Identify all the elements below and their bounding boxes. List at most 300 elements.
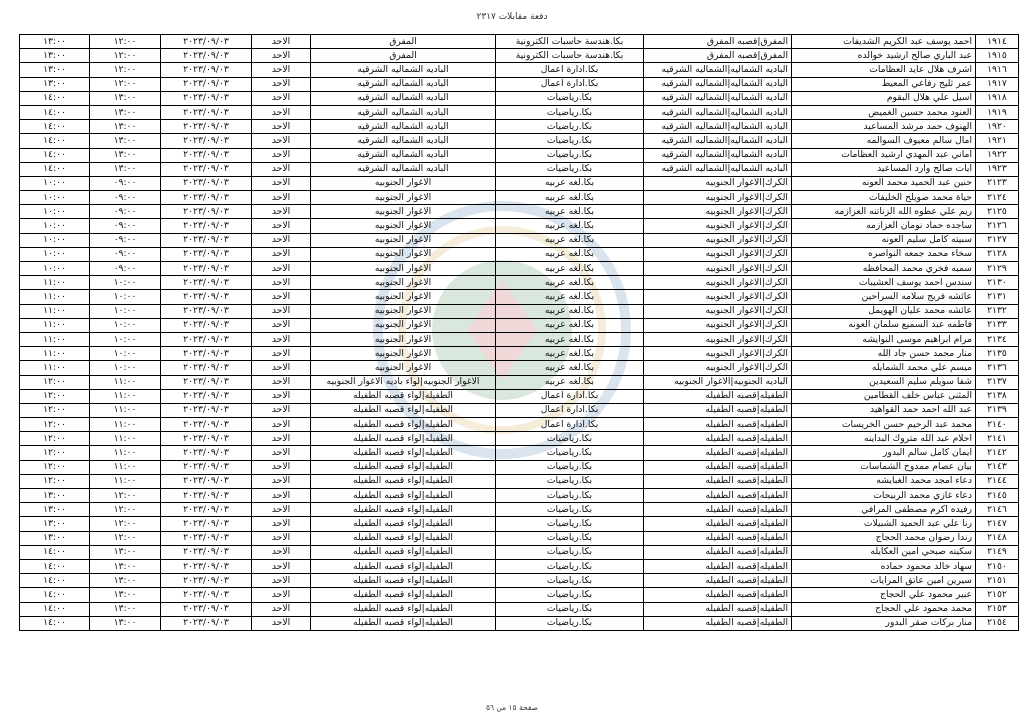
start-time-cell: ١٣:٠٠ bbox=[90, 105, 161, 119]
name-cell: اسيل علي هلال البقوم bbox=[792, 91, 976, 105]
table-row bbox=[20, 233, 1019, 247]
date-cell: ٢٠٢٣/٠٩/٠٣ bbox=[161, 375, 252, 389]
table-row bbox=[20, 517, 1019, 531]
date-cell: ٢٠٢٣/٠٩/٠٣ bbox=[161, 460, 252, 474]
name-cell: رنا علي عبد الحميد الشبيلات bbox=[792, 517, 976, 531]
start-time-cell: ١١:٠٠ bbox=[90, 375, 161, 389]
location-cell: الباديه الشماليه الشرقيه bbox=[311, 105, 496, 119]
location-cell: الطفيله|لواء قصبه الطفيله bbox=[311, 531, 496, 545]
location-cell: الطفيله|لواء قصبه الطفيله bbox=[311, 403, 496, 417]
end-time-cell: ١٤:٠٠ bbox=[20, 616, 90, 630]
table-row bbox=[20, 290, 1019, 304]
day-cell: الاحد bbox=[252, 134, 311, 148]
directorate-cell: الطفيله|قصبه الطفيله bbox=[644, 432, 792, 446]
start-time-cell: ١١:٠٠ bbox=[90, 432, 161, 446]
specialization-cell: بكا.لغه عربيه bbox=[496, 276, 644, 290]
day-cell: الاحد bbox=[252, 304, 311, 318]
start-time-cell: ١٢:٠٠ bbox=[90, 77, 161, 91]
end-time-cell: ١٣:٠٠ bbox=[20, 49, 90, 63]
location-cell: الاغوار الجنوبيه bbox=[311, 347, 496, 361]
serial-number-cell: ٢١٤٠ bbox=[976, 418, 1019, 432]
serial-number-cell: ١٩٢٢ bbox=[976, 148, 1019, 162]
day-cell: الاحد bbox=[252, 63, 311, 77]
day-cell: الاحد bbox=[252, 389, 311, 403]
date-cell: ٢٠٢٣/٠٩/٠٣ bbox=[161, 247, 252, 261]
start-time-cell: ١٠:٠٠ bbox=[90, 276, 161, 290]
start-time-cell: ٠٩:٠٠ bbox=[90, 205, 161, 219]
serial-number-cell: ٢١٥١ bbox=[976, 574, 1019, 588]
location-cell: الاغوار الجنوبيه bbox=[311, 262, 496, 276]
specialization-cell: بكا.رياضيات bbox=[496, 602, 644, 616]
date-cell: ٢٠٢٣/٠٩/٠٣ bbox=[161, 262, 252, 276]
directorate-cell: الطفيله|قصبه الطفيله bbox=[644, 460, 792, 474]
specialization-cell: بكا.رياضيات bbox=[496, 503, 644, 517]
table-row bbox=[20, 332, 1019, 346]
specialization-cell: بكا.لغه عربيه bbox=[496, 191, 644, 205]
day-cell: الاحد bbox=[252, 517, 311, 531]
name-cell: عائشه محمد عليان الهويمل bbox=[792, 304, 976, 318]
serial-number-cell: ١٩١٦ bbox=[976, 63, 1019, 77]
day-cell: الاحد bbox=[252, 531, 311, 545]
location-cell: الباديه الشماليه الشرقيه bbox=[311, 77, 496, 91]
location-cell: الاغوار الجنوبيه bbox=[311, 191, 496, 205]
table-row bbox=[20, 531, 1019, 545]
name-cell: ميسم علي محمد الشمايله bbox=[792, 361, 976, 375]
serial-number-cell: ٢١٣٨ bbox=[976, 389, 1019, 403]
date-cell: ٢٠٢٣/٠٩/٠٣ bbox=[161, 176, 252, 190]
day-cell: الاحد bbox=[252, 460, 311, 474]
name-cell: ايمان كامل سالم البدور bbox=[792, 446, 976, 460]
table-row bbox=[20, 176, 1019, 190]
name-cell: فاطمه عبد السميع سلمان العونه bbox=[792, 318, 976, 332]
day-cell: الاحد bbox=[252, 176, 311, 190]
location-cell: الطفيله|لواء قصبه الطفيله bbox=[311, 432, 496, 446]
directorate-cell: الكرك|الاغوار الجنوبيه bbox=[644, 290, 792, 304]
day-cell: الاحد bbox=[252, 262, 311, 276]
serial-number-cell: ٢١٣٩ bbox=[976, 403, 1019, 417]
date-cell: ٢٠٢٣/٠٩/٠٣ bbox=[161, 616, 252, 630]
table-row bbox=[20, 574, 1019, 588]
specialization-cell: بكا.لغه عربيه bbox=[496, 247, 644, 261]
name-cell: عبد الله احمد حمد القواهيد bbox=[792, 403, 976, 417]
date-cell: ٢٠٢٣/٠٩/٠٣ bbox=[161, 517, 252, 531]
serial-number-cell: ٢١٥٢ bbox=[976, 588, 1019, 602]
location-cell: الباديه الشماليه الشرقيه bbox=[311, 120, 496, 134]
date-cell: ٢٠٢٣/٠٩/٠٣ bbox=[161, 432, 252, 446]
end-time-cell: ١٤:٠٠ bbox=[20, 120, 90, 134]
date-cell: ٢٠٢٣/٠٩/٠٣ bbox=[161, 403, 252, 417]
date-cell: ٢٠٢٣/٠٩/٠٣ bbox=[161, 233, 252, 247]
end-time-cell: ١٤:٠٠ bbox=[20, 134, 90, 148]
start-time-cell: ١٠:٠٠ bbox=[90, 318, 161, 332]
table-row bbox=[20, 347, 1019, 361]
table-row bbox=[20, 588, 1019, 602]
name-cell: سهاد خالد محمود حماده bbox=[792, 559, 976, 573]
location-cell: الطفيله|لواء قصبه الطفيله bbox=[311, 389, 496, 403]
serial-number-cell: ٢١٢٩ bbox=[976, 262, 1019, 276]
start-time-cell: ١١:٠٠ bbox=[90, 474, 161, 488]
specialization-cell: بكا.رياضيات bbox=[496, 120, 644, 134]
directorate-cell: الكرك|الاغوار الجنوبيه bbox=[644, 332, 792, 346]
serial-number-cell: ٢١٤٣ bbox=[976, 460, 1019, 474]
table-row bbox=[20, 134, 1019, 148]
name-cell: احمد يوسف عبد الكريم الشديفات bbox=[792, 35, 976, 49]
directorate-cell: الكرك|الاغوار الجنوبيه bbox=[644, 276, 792, 290]
end-time-cell: ١٤:٠٠ bbox=[20, 148, 90, 162]
end-time-cell: ١١:٠٠ bbox=[20, 332, 90, 346]
end-time-cell: ١٤:٠٠ bbox=[20, 574, 90, 588]
start-time-cell: ١٣:٠٠ bbox=[90, 134, 161, 148]
end-time-cell: ١٠:٠٠ bbox=[20, 176, 90, 190]
day-cell: الاحد bbox=[252, 474, 311, 488]
end-time-cell: ١٢:٠٠ bbox=[20, 446, 90, 460]
name-cell: اماني عبد المهدي ارشيد العظامات bbox=[792, 148, 976, 162]
day-cell: الاحد bbox=[252, 105, 311, 119]
specialization-cell: بكا.هندسة حاسبات الكترونية bbox=[496, 49, 644, 63]
serial-number-cell: ١٩١٥ bbox=[976, 49, 1019, 63]
location-cell: الاغوار الجنوبيه bbox=[311, 219, 496, 233]
day-cell: الاحد bbox=[252, 162, 311, 176]
date-cell: ٢٠٢٣/٠٩/٠٣ bbox=[161, 63, 252, 77]
end-time-cell: ١١:٠٠ bbox=[20, 304, 90, 318]
date-cell: ٢٠٢٣/٠٩/٠٣ bbox=[161, 134, 252, 148]
directorate-cell: الطفيله|قصبه الطفيله bbox=[644, 446, 792, 460]
date-cell: ٢٠٢٣/٠٩/٠٣ bbox=[161, 418, 252, 432]
start-time-cell: ١١:٠٠ bbox=[90, 403, 161, 417]
start-time-cell: ١٠:٠٠ bbox=[90, 304, 161, 318]
date-cell: ٢٠٢٣/٠٩/٠٣ bbox=[161, 276, 252, 290]
day-cell: الاحد bbox=[252, 91, 311, 105]
directorate-cell: الكرك|الاغوار الجنوبيه bbox=[644, 304, 792, 318]
directorate-cell: الكرك|الاغوار الجنوبيه bbox=[644, 347, 792, 361]
serial-number-cell: ١٩٢٣ bbox=[976, 162, 1019, 176]
name-cell: سكينه صبحي امين العكايله bbox=[792, 545, 976, 559]
table-row bbox=[20, 559, 1019, 573]
end-time-cell: ١٢:٠٠ bbox=[20, 460, 90, 474]
end-time-cell: ١٣:٠٠ bbox=[20, 63, 90, 77]
directorate-cell: الكرك|الاغوار الجنوبيه bbox=[644, 205, 792, 219]
name-cell: احلام عبد الله متروك البداينه bbox=[792, 432, 976, 446]
table-row bbox=[20, 247, 1019, 261]
start-time-cell: ١١:٠٠ bbox=[90, 460, 161, 474]
serial-number-cell: ٢١٤٨ bbox=[976, 531, 1019, 545]
table-row bbox=[20, 49, 1019, 63]
directorate-cell: الكرك|الاغوار الجنوبيه bbox=[644, 233, 792, 247]
directorate-cell: الطفيله|قصبه الطفيله bbox=[644, 489, 792, 503]
table-row bbox=[20, 105, 1019, 119]
specialization-cell: بكا.رياضيات bbox=[496, 134, 644, 148]
date-cell: ٢٠٢٣/٠٩/٠٣ bbox=[161, 588, 252, 602]
location-cell: الطفيله|لواء قصبه الطفيله bbox=[311, 474, 496, 488]
specialization-cell: بكا.رياضيات bbox=[496, 474, 644, 488]
name-cell: محمد عبد الرحيم حسن الخريسات bbox=[792, 418, 976, 432]
name-cell: عمر ثليج رفاعي المعيط bbox=[792, 77, 976, 91]
date-cell: ٢٠٢٣/٠٩/٠٣ bbox=[161, 503, 252, 517]
specialization-cell: بكا.لغه عربيه bbox=[496, 219, 644, 233]
table-row bbox=[20, 403, 1019, 417]
date-cell: ٢٠٢٣/٠٩/٠٣ bbox=[161, 531, 252, 545]
directorate-cell: المفرق|قصبه المفرق bbox=[644, 35, 792, 49]
location-cell: الاغوار الجنوبيه bbox=[311, 233, 496, 247]
name-cell: الهنوف حمد مرشد المساعيد bbox=[792, 120, 976, 134]
day-cell: الاحد bbox=[252, 574, 311, 588]
serial-number-cell: ٢١٢٤ bbox=[976, 191, 1019, 205]
start-time-cell: ١٣:٠٠ bbox=[90, 120, 161, 134]
serial-number-cell: ٢١٤٧ bbox=[976, 517, 1019, 531]
end-time-cell: ١٢:٠٠ bbox=[20, 432, 90, 446]
start-time-cell: ١٣:٠٠ bbox=[90, 148, 161, 162]
specialization-cell: بكا.هندسة حاسبات الكترونية bbox=[496, 35, 644, 49]
location-cell: الطفيله|لواء قصبه الطفيله bbox=[311, 545, 496, 559]
directorate-cell: الطفيله|قصبه الطفيله bbox=[644, 574, 792, 588]
directorate-cell: الباديه الشماليه|الشماليه الشرقيه bbox=[644, 162, 792, 176]
directorate-cell: الكرك|الاغوار الجنوبيه bbox=[644, 219, 792, 233]
specialization-cell: بكا.رياضيات bbox=[496, 446, 644, 460]
directorate-cell: الطفيله|قصبه الطفيله bbox=[644, 559, 792, 573]
serial-number-cell: ٢١٢٨ bbox=[976, 247, 1019, 261]
serial-number-cell: ٢١٤٩ bbox=[976, 545, 1019, 559]
location-cell: الطفيله|لواء قصبه الطفيله bbox=[311, 574, 496, 588]
directorate-cell: الباديه الشماليه|الشماليه الشرقيه bbox=[644, 105, 792, 119]
day-cell: الاحد bbox=[252, 545, 311, 559]
specialization-cell: بكا.رياضيات bbox=[496, 91, 644, 105]
serial-number-cell: ٢١٣٦ bbox=[976, 361, 1019, 375]
directorate-cell: الطفيله|قصبه الطفيله bbox=[644, 616, 792, 630]
specialization-cell: بكا.ادارة اعمال bbox=[496, 403, 644, 417]
day-cell: الاحد bbox=[252, 347, 311, 361]
directorate-cell: المفرق|قصبه المفرق bbox=[644, 49, 792, 63]
start-time-cell: ١٢:٠٠ bbox=[90, 35, 161, 49]
page-footer: صفحة ١٥ من ٥٦ bbox=[485, 703, 539, 712]
name-cell: رفيده اكرم مصطفى المرافي bbox=[792, 503, 976, 517]
name-cell: ساجده حماد نومان العزازمه bbox=[792, 219, 976, 233]
location-cell: الاغوار الجنوبيه bbox=[311, 290, 496, 304]
start-time-cell: ٠٩:٠٠ bbox=[90, 262, 161, 276]
location-cell: الاغوار الجنوبيه bbox=[311, 176, 496, 190]
directorate-cell: الكرك|الاغوار الجنوبيه bbox=[644, 318, 792, 332]
date-cell: ٢٠٢٣/٠٩/٠٣ bbox=[161, 318, 252, 332]
serial-number-cell: ٢١٣٢ bbox=[976, 304, 1019, 318]
directorate-cell: الكرك|الاغوار الجنوبيه bbox=[644, 247, 792, 261]
table-row bbox=[20, 616, 1019, 630]
table-row bbox=[20, 375, 1019, 389]
end-time-cell: ١٠:٠٠ bbox=[20, 233, 90, 247]
specialization-cell: بكا.رياضيات bbox=[496, 432, 644, 446]
directorate-cell: الكرك|الاغوار الجنوبيه bbox=[644, 262, 792, 276]
name-cell: ايات صالح وارد المساعيد bbox=[792, 162, 976, 176]
interviews-table bbox=[19, 34, 1019, 631]
directorate-cell: الطفيله|قصبه الطفيله bbox=[644, 517, 792, 531]
serial-number-cell: ٢١٢٣ bbox=[976, 176, 1019, 190]
name-cell: مرام ابراهيم موسى النوايشه bbox=[792, 332, 976, 346]
specialization-cell: بكا.رياضيات bbox=[496, 162, 644, 176]
directorate-cell: الطفيله|قصبه الطفيله bbox=[644, 418, 792, 432]
specialization-cell: بكا.لغه عربيه bbox=[496, 233, 644, 247]
day-cell: الاحد bbox=[252, 432, 311, 446]
start-time-cell: ١١:٠٠ bbox=[90, 389, 161, 403]
end-time-cell: ١٤:٠٠ bbox=[20, 91, 90, 105]
end-time-cell: ١٤:٠٠ bbox=[20, 588, 90, 602]
start-time-cell: ٠٩:٠٠ bbox=[90, 247, 161, 261]
table-row bbox=[20, 91, 1019, 105]
start-time-cell: ١١:٠٠ bbox=[90, 446, 161, 460]
day-cell: الاحد bbox=[252, 616, 311, 630]
serial-number-cell: ١٩١٤ bbox=[976, 35, 1019, 49]
day-cell: الاحد bbox=[252, 403, 311, 417]
serial-number-cell: ٢١٥٤ bbox=[976, 616, 1019, 630]
end-time-cell: ١٠:٠٠ bbox=[20, 191, 90, 205]
start-time-cell: ٠٩:٠٠ bbox=[90, 176, 161, 190]
date-cell: ٢٠٢٣/٠٩/٠٣ bbox=[161, 559, 252, 573]
serial-number-cell: ٢١٢٥ bbox=[976, 205, 1019, 219]
day-cell: الاحد bbox=[252, 290, 311, 304]
specialization-cell: بكا.رياضيات bbox=[496, 148, 644, 162]
page-title: دفعة مقابلات ٢٣١٧ bbox=[476, 12, 548, 22]
serial-number-cell: ١٩٢٠ bbox=[976, 120, 1019, 134]
end-time-cell: ١٣:٠٠ bbox=[20, 77, 90, 91]
date-cell: ٢٠٢٣/٠٩/٠٣ bbox=[161, 191, 252, 205]
specialization-cell: بكا.لغه عربيه bbox=[496, 290, 644, 304]
specialization-cell: بكا.رياضيات bbox=[496, 545, 644, 559]
table-row bbox=[20, 460, 1019, 474]
end-time-cell: ١٠:٠٠ bbox=[20, 219, 90, 233]
table-row bbox=[20, 191, 1019, 205]
start-time-cell: ١٣:٠٠ bbox=[90, 559, 161, 573]
table-row bbox=[20, 148, 1019, 162]
end-time-cell: ١٢:٠٠ bbox=[20, 389, 90, 403]
table-body bbox=[20, 35, 1019, 631]
date-cell: ٢٠٢٣/٠٩/٠٣ bbox=[161, 304, 252, 318]
start-time-cell: ٠٩:٠٠ bbox=[90, 191, 161, 205]
directorate-cell: الطفيله|قصبه الطفيله bbox=[644, 389, 792, 403]
end-time-cell: ١١:٠٠ bbox=[20, 361, 90, 375]
day-cell: الاحد bbox=[252, 446, 311, 460]
name-cell: رندا رضوان محمد الحجاج bbox=[792, 531, 976, 545]
directorate-cell: الكرك|الاغوار الجنوبيه bbox=[644, 176, 792, 190]
end-time-cell: ١٣:٠٠ bbox=[20, 517, 90, 531]
name-cell: عبير محمود علي الحجاج bbox=[792, 588, 976, 602]
location-cell: الباديه الشماليه الشرقيه bbox=[311, 63, 496, 77]
table-row bbox=[20, 120, 1019, 134]
table-row bbox=[20, 432, 1019, 446]
date-cell: ٢٠٢٣/٠٩/٠٣ bbox=[161, 389, 252, 403]
day-cell: الاحد bbox=[252, 503, 311, 517]
date-cell: ٢٠٢٣/٠٩/٠٣ bbox=[161, 120, 252, 134]
location-cell: الباديه الشماليه الشرقيه bbox=[311, 162, 496, 176]
start-time-cell: ١٢:٠٠ bbox=[90, 489, 161, 503]
location-cell: الاغوار الجنوبيه bbox=[311, 318, 496, 332]
location-cell: الطفيله|لواء قصبه الطفيله bbox=[311, 503, 496, 517]
day-cell: الاحد bbox=[252, 602, 311, 616]
name-cell: سبيته كامل سليم العونه bbox=[792, 233, 976, 247]
date-cell: ٢٠٢٣/٠٩/٠٣ bbox=[161, 332, 252, 346]
serial-number-cell: ٢١٣٥ bbox=[976, 347, 1019, 361]
name-cell: محمد محمود علي الحجاج bbox=[792, 602, 976, 616]
day-cell: الاحد bbox=[252, 588, 311, 602]
specialization-cell: بكا.رياضيات bbox=[496, 460, 644, 474]
serial-number-cell: ٢١٤١ bbox=[976, 432, 1019, 446]
table-row bbox=[20, 304, 1019, 318]
serial-number-cell: ٢١٢٦ bbox=[976, 219, 1019, 233]
location-cell: الطفيله|لواء قصبه الطفيله bbox=[311, 460, 496, 474]
location-cell: المفرق bbox=[311, 35, 496, 49]
day-cell: الاحد bbox=[252, 35, 311, 49]
location-cell: الطفيله|لواء قصبه الطفيله bbox=[311, 418, 496, 432]
end-time-cell: ١٢:٠٠ bbox=[20, 418, 90, 432]
specialization-cell: بكا.رياضيات bbox=[496, 517, 644, 531]
table-row bbox=[20, 545, 1019, 559]
start-time-cell: ١٣:٠٠ bbox=[90, 588, 161, 602]
name-cell: منار محمد حسن جاد الله bbox=[792, 347, 976, 361]
serial-number-cell: ٢١٣٠ bbox=[976, 276, 1019, 290]
date-cell: ٢٠٢٣/٠٩/٠٣ bbox=[161, 35, 252, 49]
specialization-cell: بكا.لغه عربيه bbox=[496, 262, 644, 276]
day-cell: الاحد bbox=[252, 276, 311, 290]
specialization-cell: بكا.رياضيات bbox=[496, 489, 644, 503]
specialization-cell: بكا.لغه عربيه bbox=[496, 375, 644, 389]
location-cell: الاغوار الجنوبيه bbox=[311, 276, 496, 290]
specialization-cell: بكا.لغه عربيه bbox=[496, 318, 644, 332]
start-time-cell: ٠٩:٠٠ bbox=[90, 219, 161, 233]
day-cell: الاحد bbox=[252, 205, 311, 219]
directorate-cell: الباديه الشماليه|الشماليه الشرقيه bbox=[644, 91, 792, 105]
day-cell: الاحد bbox=[252, 120, 311, 134]
table-row bbox=[20, 205, 1019, 219]
location-cell: الطفيله|لواء قصبه الطفيله bbox=[311, 588, 496, 602]
day-cell: الاحد bbox=[252, 559, 311, 573]
specialization-cell: بكا.لغه عربيه bbox=[496, 176, 644, 190]
table-row bbox=[20, 276, 1019, 290]
table-row bbox=[20, 35, 1019, 49]
location-cell: الاغوار الجنوبيه bbox=[311, 361, 496, 375]
date-cell: ٢٠٢٣/٠٩/٠٣ bbox=[161, 574, 252, 588]
specialization-cell: بكا.لغه عربيه bbox=[496, 361, 644, 375]
date-cell: ٢٠٢٣/٠٩/٠٣ bbox=[161, 148, 252, 162]
directorate-cell: الباديه الشماليه|الشماليه الشرقيه bbox=[644, 148, 792, 162]
name-cell: عبد الباري صالح ارشيد خوالده bbox=[792, 49, 976, 63]
date-cell: ٢٠٢٣/٠٩/٠٣ bbox=[161, 545, 252, 559]
directorate-cell: الباديه الشماليه|الشماليه الشرقيه bbox=[644, 134, 792, 148]
directorate-cell: الطفيله|قصبه الطفيله bbox=[644, 403, 792, 417]
name-cell: المثنى عباس خلف القطامين bbox=[792, 389, 976, 403]
day-cell: الاحد bbox=[252, 191, 311, 205]
directorate-cell: الباديه الشماليه|الشماليه الشرقيه bbox=[644, 63, 792, 77]
serial-number-cell: ٢١٥٣ bbox=[976, 602, 1019, 616]
table-row bbox=[20, 318, 1019, 332]
serial-number-cell: ١٩١٩ bbox=[976, 105, 1019, 119]
day-cell: الاحد bbox=[252, 49, 311, 63]
specialization-cell: بكا.ادارة اعمال bbox=[496, 389, 644, 403]
end-time-cell: ١٤:٠٠ bbox=[20, 162, 90, 176]
end-time-cell: ١٣:٠٠ bbox=[20, 503, 90, 517]
date-cell: ٢٠٢٣/٠٩/٠٣ bbox=[161, 91, 252, 105]
name-cell: اشرف هلال عايد العظامات bbox=[792, 63, 976, 77]
table-row bbox=[20, 489, 1019, 503]
serial-number-cell: ١٩١٧ bbox=[976, 77, 1019, 91]
start-time-cell: ١٢:٠٠ bbox=[90, 531, 161, 545]
table-row bbox=[20, 162, 1019, 176]
table-row bbox=[20, 474, 1019, 488]
end-time-cell: ١١:٠٠ bbox=[20, 318, 90, 332]
specialization-cell: بكا.لغه عربيه bbox=[496, 304, 644, 318]
table-row bbox=[20, 219, 1019, 233]
start-time-cell: ١٠:٠٠ bbox=[90, 332, 161, 346]
day-cell: الاحد bbox=[252, 148, 311, 162]
serial-number-cell: ٢١٥٠ bbox=[976, 559, 1019, 573]
start-time-cell: ١٠:٠٠ bbox=[90, 347, 161, 361]
directorate-cell: الطفيله|قصبه الطفيله bbox=[644, 474, 792, 488]
name-cell: سميه فخري محمد المحافظه bbox=[792, 262, 976, 276]
